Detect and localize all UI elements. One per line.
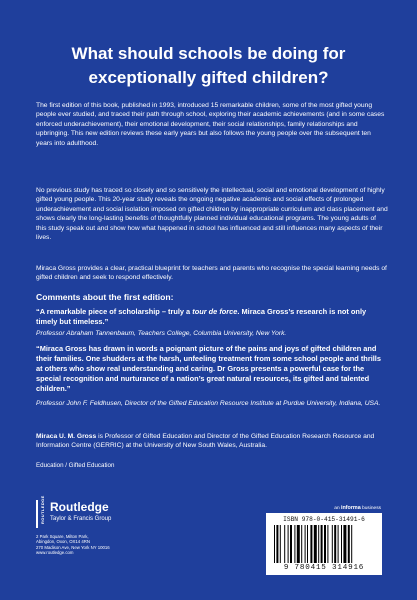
author-bio-text: is Professor of Gifted Education and Director of the Gifted Education Research Resource and Information Centre (GERRIC) at the University of New South Wales, Australia.: [36, 433, 375, 450]
publisher-subtitle: Taylor & Francis Group: [50, 516, 112, 522]
headline: What should schools be doing for exceptionally gifted children?: [71, 44, 346, 87]
study-paragraph: No previous study has traced so closely and so sensitively the intellectual, social and emotional development of highly gifted young people. This 20-year study reveals the ongoing negative academic and social effects of prolonged underachievement and social isolation imposed on gifted children by inappropriate curriculum and class placement and shows clearly the long-lasting benefits of thoughtfully planned individual educational programs. The young adults of this study speak out and show how what happened in school has influenced and still influences many aspects of their lives.: [36, 187, 388, 242]
isbn-label: ISBN 978-0-415-31491-6: [283, 516, 365, 523]
quote-text-end: . Miraca Gross’s research is not only timely but timeless.”: [36, 307, 367, 326]
intro-paragraph: The first edition of this book, published in 1993, introduced 15 remarkable children, some of the most gifted young people ever studied, and traced their path through school, exploring their academic achievements (and in some cases enforced underachievement), their emotional development, their social relationships, family relationships and upbringing. This new edition reviews these early years but also follows the young people over the subsequent ten years into adulthood.: [36, 102, 385, 147]
attribution-tannenbaum: Professor Abraham Tannenbaum, Teachers College, Columbia University, New York.: [36, 330, 287, 337]
publisher-address: [36, 534, 110, 556]
barcode-icon: [274, 525, 374, 563]
quote-tannenbaum: [36, 307, 388, 327]
attribution-feldhusen: Professor John F. Feldhusen, Director of the Gifted Education Resource Institute at Purdue University, Indiana, USA.: [36, 400, 381, 407]
publisher-name: Routledge: [50, 500, 109, 514]
informa-suffix: business: [360, 506, 381, 511]
informa-brand: informa: [340, 505, 361, 511]
address-line: 2 Park Square, Milton Park,: [36, 534, 89, 539]
informa-prefix: an: [334, 506, 341, 511]
informa-business-label: [334, 505, 381, 511]
routledge-mark-text: ROUTLEDGE: [40, 495, 45, 524]
routledge-logo: [36, 495, 186, 532]
address-line: www.routledge.com: [36, 550, 74, 556]
quote-text-italic: tour de force: [192, 307, 238, 316]
quote-text-start: “A remarkable piece of scholarship – truly a: [36, 307, 193, 316]
blueprint-paragraph: Miraca Gross provides a clear, practical blueprint for teachers and parents who recognise the special learning needs of gifted children and seek to respond effectively.: [36, 265, 387, 282]
isbn-barcode-box: [266, 513, 382, 575]
author-name: Miraca U. M. Gross: [36, 433, 97, 440]
quote-feldhusen: “Miraca Gross has drawn in words a poignant picture of the pains and joys of gifted children and their families. One shudders at the harsh, unfeeling treatment from some school people and thrills at others who show real understanding and caring. Dr Gross presents a powerful case for the special recognition and nurturance of a nation’s great natural resources, its gifted and talented children.”: [36, 344, 381, 393]
author-bio: [36, 432, 388, 451]
barcode-digits: 9 780415 314916: [283, 564, 365, 572]
routledge-mark-icon: [36, 495, 46, 528]
address-line: Abingdon, Oxon, OX14 4RN: [36, 539, 90, 545]
comments-heading: Comments about the first edition:: [36, 292, 174, 302]
category-label: Education / Gifted Education: [36, 462, 115, 469]
address-line: 270 Madison Ave, New York NY 10016: [36, 544, 110, 550]
